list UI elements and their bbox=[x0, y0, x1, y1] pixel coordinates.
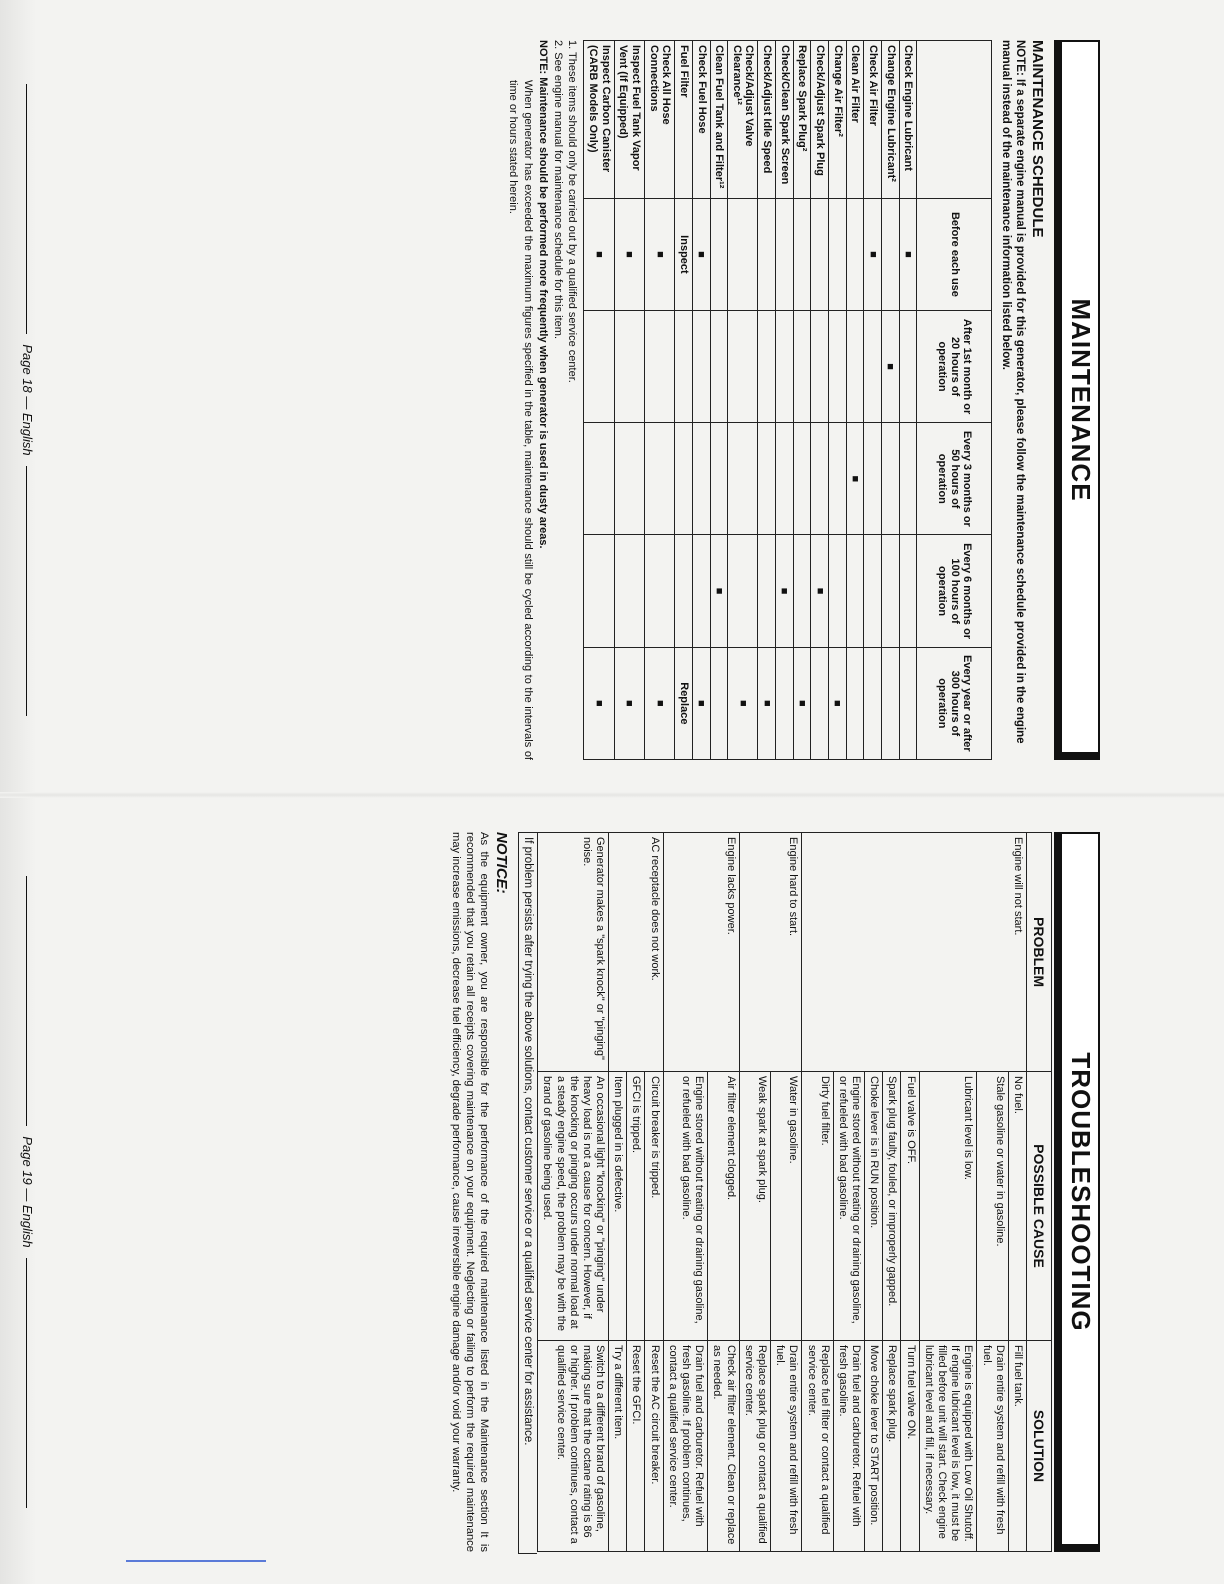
schedule-row bbox=[846, 41, 864, 760]
schedule-cell bbox=[758, 423, 776, 535]
solution-cell: Replace spark plug. bbox=[883, 1341, 901, 1552]
schedule-cell bbox=[776, 423, 794, 535]
schedule-cell bbox=[881, 647, 899, 759]
cause-cell: Engine stored without treating or draining gasoline, or refueled with bad gasoline. bbox=[833, 1072, 864, 1341]
schedule-item: Check/Clean Spark Screen bbox=[776, 41, 794, 199]
schedule-mark: ■ bbox=[864, 198, 882, 310]
troubleshooting-row bbox=[1008, 833, 1026, 1552]
persist-note: If problem persists after trying the above solutions, contact customer service or a qualified service center for assistance. bbox=[518, 832, 537, 1554]
schedule-item: Change Engine Lubricant² bbox=[881, 41, 899, 199]
cause-cell: Weak spark at spark plug. bbox=[739, 1072, 770, 1341]
schedule-cell bbox=[758, 535, 776, 647]
schedule-cell bbox=[899, 310, 917, 422]
maintenance-schedule-table bbox=[583, 40, 992, 760]
schedule-mark: ■ bbox=[829, 647, 847, 759]
solution-cell: Move choke lever to START position. bbox=[865, 1341, 883, 1552]
page-number-19: Page 19 — English bbox=[20, 812, 35, 1572]
schedule-mark: ■ bbox=[793, 647, 811, 759]
solution-cell: Drain entire system and refill with fresh fuel. bbox=[771, 1341, 802, 1552]
schedule-row bbox=[829, 41, 847, 760]
troubleshooting-row bbox=[538, 833, 609, 1552]
schedule-row bbox=[614, 41, 644, 760]
solution-cell: Try a different item. bbox=[609, 1341, 627, 1552]
schedule-cell bbox=[584, 423, 614, 535]
footnote-1: 1. These items should only be carried out by a qualified service center. bbox=[566, 40, 579, 383]
schedule-col-header bbox=[917, 41, 992, 199]
troubleshooting-row bbox=[708, 833, 739, 1552]
schedule-item: Clean Fuel Tank and Filter¹² bbox=[710, 41, 728, 199]
troubleshooting-col-header: POSSIBLE CAUSE bbox=[1027, 1072, 1052, 1341]
schedule-cell bbox=[881, 535, 899, 647]
cause-cell: No fuel. bbox=[1008, 1072, 1026, 1341]
schedule-mark: ■ bbox=[692, 647, 710, 759]
schedule-cell bbox=[864, 535, 882, 647]
schedule-cell bbox=[710, 647, 728, 759]
cause-cell: Engine stored without treating or draining gasoline, or refueled with bad gasoline. bbox=[663, 1072, 708, 1341]
schedule-mark: ■ bbox=[881, 310, 899, 422]
solution-cell: Reset the GFCI. bbox=[627, 1341, 645, 1552]
schedule-row bbox=[710, 41, 728, 760]
schedule-item: Check Engine Lubricant bbox=[899, 41, 917, 199]
schedule-title: MAINTENANCE SCHEDULE bbox=[1029, 40, 1046, 238]
schedule-item: Check All Hose Connections bbox=[645, 41, 675, 199]
problem-cell: Engine lacks power. bbox=[663, 833, 739, 1072]
schedule-cell bbox=[614, 423, 644, 535]
schedule-mark: ■ bbox=[614, 198, 644, 310]
schedule-cell bbox=[811, 198, 829, 310]
solution-cell: Drain entire system and refill with fresh fuel. bbox=[977, 1341, 1008, 1552]
solution-cell: Turn fuel valve ON. bbox=[901, 1341, 919, 1552]
troubleshooting-col-header: SOLUTION bbox=[1027, 1341, 1052, 1552]
schedule-mark: ■ bbox=[899, 198, 917, 310]
schedule-cell bbox=[645, 535, 675, 647]
solution-cell: Fill fuel tank. bbox=[1008, 1341, 1026, 1552]
schedule-item: Check/Adjust Spark Plug bbox=[811, 41, 829, 199]
schedule-row bbox=[692, 41, 710, 760]
troubleshooting-col-header: PROBLEM bbox=[1027, 833, 1052, 1072]
schedule-cell bbox=[710, 423, 728, 535]
schedule-mark: ■ bbox=[645, 647, 675, 759]
solution-cell: Check air filter element. Clean or replace as needed. bbox=[708, 1341, 739, 1552]
cause-cell: Stale gasoline or water in gasoline. bbox=[977, 1072, 1008, 1341]
schedule-row bbox=[758, 41, 776, 760]
schedule-cell bbox=[881, 423, 899, 535]
troubleshooting-table bbox=[537, 832, 1052, 1552]
schedule-cell bbox=[829, 535, 847, 647]
schedule-item: Check/Adjust Valve Clearance¹² bbox=[728, 41, 758, 199]
schedule-cell bbox=[846, 198, 864, 310]
schedule-item: Inspect Fuel Tank Vapor Vent (If Equipped) bbox=[614, 41, 644, 199]
solution-cell: Replace spark plug or contact a qualified service center. bbox=[739, 1341, 770, 1552]
schedule-row bbox=[645, 41, 675, 760]
schedule-col-header: After 1st month or 20 hours of operation bbox=[917, 310, 992, 422]
schedule-item: Change Air Filter² bbox=[829, 41, 847, 199]
schedule-cell bbox=[793, 310, 811, 422]
notice-text: As the equipment owner, you are responsible for the performance of the required maintenance listed in the Maintenance section It is recommended that you retain all receipts covering maintenance on your equipment. Neglecting or failing to perform the required maintenance may increase emissions, decrease fuel efficiency, degrade performance, cause irreversible engine damage and/or void your warranty. bbox=[450, 832, 491, 1552]
page-fold bbox=[0, 792, 1224, 798]
maintenance-header bbox=[1052, 40, 1106, 760]
schedule-cell bbox=[728, 535, 758, 647]
cause-cell: Circuit breaker is tripped. bbox=[645, 1072, 663, 1341]
page-19 bbox=[0, 812, 1110, 1572]
schedule-item: Replace Spark Plug² bbox=[793, 41, 811, 199]
schedule-cell bbox=[829, 310, 847, 422]
schedule-cell bbox=[692, 310, 710, 422]
schedule-cell bbox=[864, 310, 882, 422]
troubleshooting-title: TROUBLESHOOTING bbox=[1066, 1052, 1096, 1332]
schedule-cell bbox=[881, 198, 899, 310]
schedule-cell bbox=[776, 198, 794, 310]
schedule-mark: ■ bbox=[776, 535, 794, 647]
schedule-cell bbox=[728, 423, 758, 535]
solution-cell: Replace fuel filter or contact a qualified service center. bbox=[802, 1341, 833, 1552]
cause-cell: Air filter element clogged. bbox=[708, 1072, 739, 1341]
schedule-cell bbox=[675, 535, 693, 647]
schedule-cell bbox=[829, 423, 847, 535]
schedule-mark: ■ bbox=[645, 198, 675, 310]
schedule-mark: ■ bbox=[728, 647, 758, 759]
schedule-row bbox=[675, 41, 693, 760]
schedule-cell bbox=[899, 647, 917, 759]
schedule-col-header: Every year or after 300 hours of operation bbox=[917, 647, 992, 759]
problem-cell: Generator makes a "spark knock" or "pinging" noise. bbox=[538, 833, 609, 1072]
schedule-cell bbox=[811, 423, 829, 535]
schedule-cell bbox=[692, 535, 710, 647]
schedule-cell bbox=[675, 310, 693, 422]
schedule-row bbox=[899, 41, 917, 760]
schedule-item: Fuel Filter bbox=[675, 41, 693, 199]
schedule-item: Check/Adjust Idle Speed bbox=[758, 41, 776, 199]
schedule-item: Inspect Carbon Canister (CARB Models Only) bbox=[584, 41, 614, 199]
troubleshooting-row bbox=[771, 833, 802, 1552]
schedule-cell bbox=[614, 535, 644, 647]
solution-cell: Switch to a different brand of gasoline, making sure that the octane rating is 86 or higher. If problem continues, contact a qualified service center. bbox=[538, 1341, 609, 1552]
solution-cell: Drain fuel and carburetor. Refuel with fresh gasoline. If problem continues, contact a qualified service center. bbox=[663, 1341, 708, 1552]
schedule-mark: ■ bbox=[710, 535, 728, 647]
problem-cell: Engine will not start. bbox=[802, 833, 1027, 1072]
schedule-row bbox=[811, 41, 829, 760]
schedule-cell bbox=[846, 535, 864, 647]
schedule-cell bbox=[645, 423, 675, 535]
schedule-item: Check Air Filter bbox=[864, 41, 882, 199]
page-18 bbox=[0, 20, 1110, 780]
footnote-2: 2. See engine manual for maintenance schedule for this item. bbox=[551, 40, 564, 340]
solution-cell: Engine is equipped with Low Oil Shutoff. If engine lubricant level is low, it must be filled before unit will start. Check engine lubricant level and fill, if necessary. bbox=[919, 1341, 977, 1552]
dusty-note: NOTE: Maintenance should be performed more frequently when generator is used in dusty areas. bbox=[536, 40, 549, 549]
cause-cell: Fuel valve is OFF. bbox=[901, 1072, 919, 1341]
schedule-cell bbox=[675, 423, 693, 535]
cause-cell: Water in gasoline. bbox=[771, 1072, 802, 1341]
schedule-cell bbox=[614, 310, 644, 422]
schedule-mark: ■ bbox=[692, 198, 710, 310]
schedule-cell bbox=[793, 423, 811, 535]
schedule-cell bbox=[776, 647, 794, 759]
notice-box bbox=[449, 832, 510, 1552]
cause-cell: Spark plug faulty, fouled, or improperly gapped. bbox=[883, 1072, 901, 1341]
schedule-cell bbox=[710, 198, 728, 310]
schedule-footnotes bbox=[505, 40, 579, 760]
schedule-cell bbox=[645, 310, 675, 422]
schedule-cell bbox=[846, 310, 864, 422]
schedule-row bbox=[793, 41, 811, 760]
schedule-row bbox=[728, 41, 758, 760]
schedule-cell bbox=[793, 535, 811, 647]
schedule-mark: ■ bbox=[584, 198, 614, 310]
schedule-cell bbox=[864, 647, 882, 759]
solution-cell: Drain fuel and carburetor. Refuel with fresh gasoline. bbox=[833, 1341, 864, 1552]
schedule-cell bbox=[899, 423, 917, 535]
cause-cell: GFCI is tripped. bbox=[627, 1072, 645, 1341]
schedule-mark: ■ bbox=[758, 647, 776, 759]
maintenance-title: MAINTENANCE bbox=[1066, 298, 1096, 502]
schedule-cell bbox=[710, 310, 728, 422]
schedule-cell: Inspect bbox=[675, 198, 693, 310]
schedule-cell: Replace bbox=[675, 647, 693, 759]
schedule-item: Clean Air Filter bbox=[846, 41, 864, 199]
troubleshooting-header bbox=[1052, 832, 1106, 1552]
schedule-cell bbox=[846, 647, 864, 759]
schedule-mark: ■ bbox=[811, 535, 829, 647]
schedule-cell bbox=[728, 310, 758, 422]
schedule-col-header: Every 3 months or 50 hours of operation bbox=[917, 423, 992, 535]
cause-cell: Lubricant level is low. bbox=[919, 1072, 977, 1341]
schedule-cell bbox=[758, 198, 776, 310]
schedule-col-header: Every 6 months or 100 hours of operation bbox=[917, 535, 992, 647]
notice-title: NOTICE: bbox=[493, 832, 511, 894]
page-number-18: Page 18 — English bbox=[20, 20, 35, 780]
schedule-item: Check Fuel Hose bbox=[692, 41, 710, 199]
cause-cell: Item plugged in is defective. bbox=[609, 1072, 627, 1341]
schedule-row bbox=[584, 41, 614, 760]
schedule-row bbox=[881, 41, 899, 760]
troubleshooting-row bbox=[645, 833, 663, 1552]
schedule-cell bbox=[776, 310, 794, 422]
schedule-cell bbox=[692, 423, 710, 535]
schedule-cell bbox=[811, 310, 829, 422]
schedule-cell bbox=[758, 310, 776, 422]
cause-cell: Choke lever is in RUN position. bbox=[865, 1072, 883, 1341]
schedule-mark: ■ bbox=[614, 647, 644, 759]
cycle-note: When generator has exceeded the maximum figures specified in the table, maintenance should still be cycled according to the intervals of time or hours stated herein. bbox=[507, 80, 534, 760]
schedule-cell bbox=[584, 310, 614, 422]
cause-cell: Dirty fuel filter. bbox=[802, 1072, 833, 1341]
schedule-cell bbox=[829, 198, 847, 310]
schedule-mark: ■ bbox=[584, 647, 614, 759]
schedule-cell bbox=[864, 423, 882, 535]
schedule-note: NOTE: If a separate engine manual is provided for this generator, please follow the maintenance schedule provided in the engine manual instead of the maintenance information listed below. bbox=[999, 40, 1026, 744]
schedule-cell bbox=[793, 198, 811, 310]
schedule-mark: ■ bbox=[846, 423, 864, 535]
schedule-cell bbox=[584, 535, 614, 647]
cause-cell: An occasional light "knocking" or "pinging" under heavy load is not a cause for concern. However, if the knocking or pinging occurs under normal load at a steady engine speed, the problem may be with the brand of gasoline being used. bbox=[538, 1072, 609, 1341]
schedule-cell bbox=[728, 198, 758, 310]
schedule-row bbox=[776, 41, 794, 760]
problem-cell: AC receptacle does not work. bbox=[609, 833, 664, 1072]
schedule-cell bbox=[899, 535, 917, 647]
schedule-col-header: Before each use bbox=[917, 198, 992, 310]
solution-cell: Reset the AC circuit breaker. bbox=[645, 1341, 663, 1552]
schedule-cell bbox=[811, 647, 829, 759]
schedule-row bbox=[864, 41, 882, 760]
problem-cell: Engine hard to start. bbox=[739, 833, 802, 1072]
